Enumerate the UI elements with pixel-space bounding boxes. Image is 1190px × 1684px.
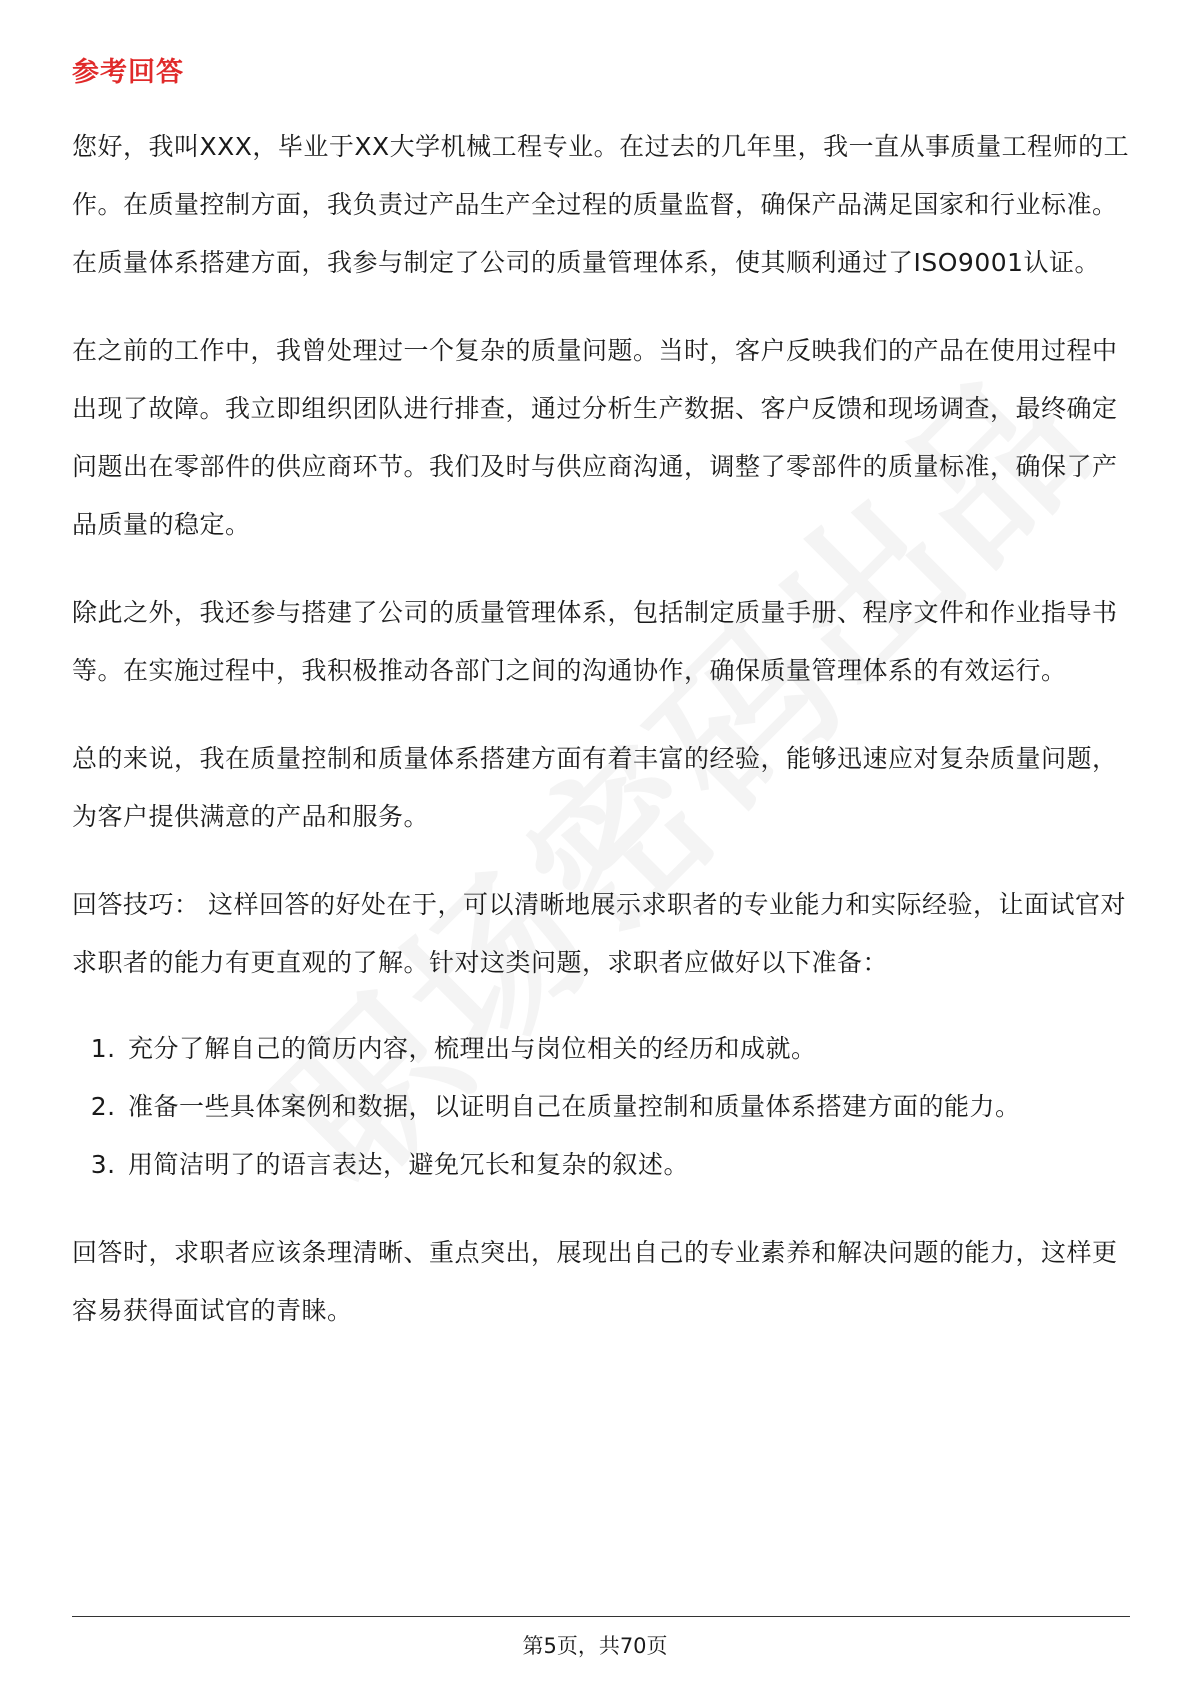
tips-list [72,1020,1130,1194]
paragraph-case: 在之前的工作中，我曾处理过一个复杂的质量问题。当时，客户反映我们的产品在使用过程中出现了故障。我立即组织团队进行排查，通过分析生产数据、客户反馈和现场调查，最终确定问题出在零部件的供应商环节。我们及时与供应商沟通，调整了零部件的质量标准，确保了产品质量的稳定。 [72,336,1118,539]
section-heading: 参考回答 [72,57,184,88]
paragraph-summary: 总的来说，我在质量控制和质量体系搭建方面有着丰富的经验，能够迅速应对复杂质量问题，为客户提供满意的产品和服务。 [72,744,1118,831]
list-item: 3. 用简洁明了的语言表达，避免冗长和复杂的叙述。 [124,1136,1130,1194]
answer-content [72,118,1130,1370]
page-number: 第5页，共70页 [522,1634,668,1658]
paragraph-intro: 您好，我叫XXX，毕业于XX大学机械工程专业。在过去的几年里，我一直从事质量工程师的工作。在质量控制方面，我负责过产品生产全过程的质量监督，确保产品满足国家和行业标准。在质量体系搭建方面，我参与制定了公司的质量管理体系，使其顺利通过了ISO9001认证。 [72,132,1130,277]
paragraph-system: 除此之外，我还参与搭建了公司的质量管理体系，包括制定质量手册、程序文件和作业指导书等。在实施过程中，我积极推动各部门之间的沟通协作，确保质量管理体系的有效运行。 [72,598,1118,685]
list-item: 1. 充分了解自己的简历内容，梳理出与岗位相关的经历和成就。 [124,1020,1130,1078]
paragraph-closing: 回答时，求职者应该条理清晰、重点突出，展现出自己的专业素养和解决问题的能力，这样更容易获得面试官的青睐。 [72,1238,1118,1325]
footer-divider [72,1616,1130,1617]
paragraph-tips-intro: 回答技巧： 这样回答的好处在于，可以清晰地展示求职者的专业能力和实际经验，让面试官对求职者的能力有更直观的了解。针对这类问题，求职者应做好以下准备： [72,890,1126,977]
list-item: 2. 准备一些具体案例和数据，以证明自己在质量控制和质量体系搭建方面的能力。 [124,1078,1130,1136]
